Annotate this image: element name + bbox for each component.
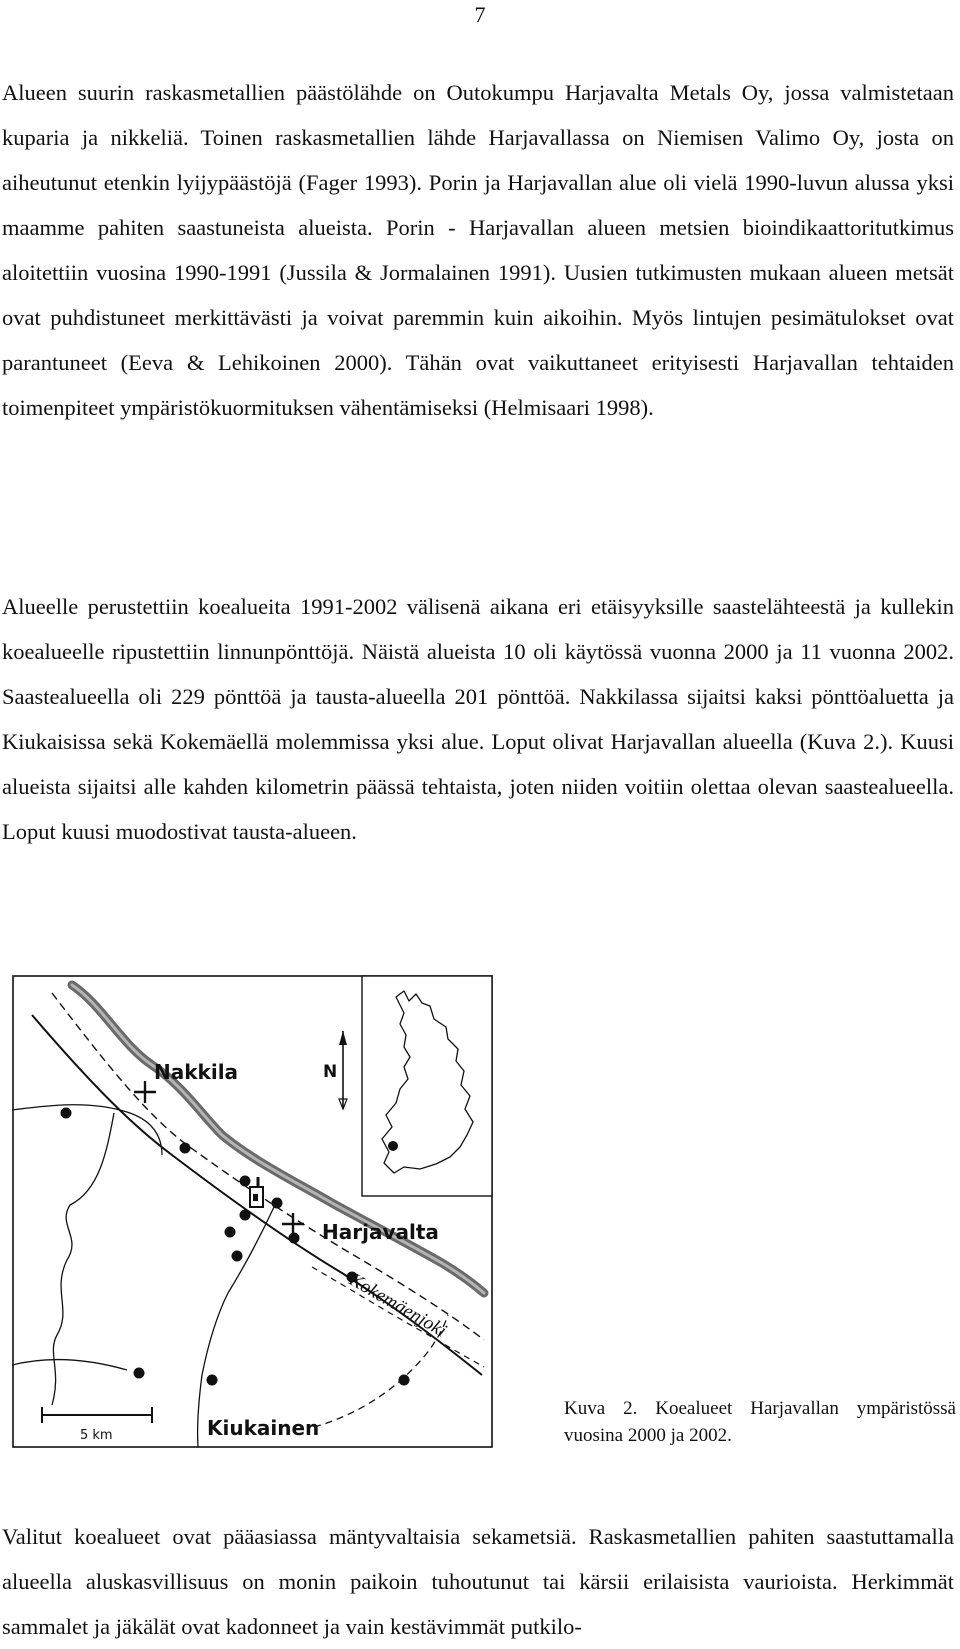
study-site-dot bbox=[134, 1368, 145, 1379]
paragraph: Alueelle perustettiin koealueita 1991-2002 välisenä aikana eri etäisyyksille saastelähteestä ja kullekin koealueelle ripustettiin linnunpönttöjä. Näistä alueista 10 oli käytössä vuonna 2000 ja 11 vuonna 2002. Saastealueella oli 229 pönttöä ja tausta-alueella 201 pönttöä. Nakkilassa sijaitsi kaksi pönttöaluetta ja Kiukaisissa sekä Kokemäellä molemmissa yksi alue. Loput olivat Harjavallan alueella (Kuva 2.). Kuusi alueista sijaitsi alle kahden kilometrin päässä tehtaista, joten niiden voitiin olettaa olevan saastealueella. Loput kuusi muodostivat tausta-alueen. bbox=[2, 594, 954, 844]
study-site-dot bbox=[240, 1210, 251, 1221]
study-site-dot bbox=[272, 1198, 283, 1209]
study-site-dot bbox=[289, 1233, 300, 1244]
study-area-map bbox=[12, 975, 494, 1449]
page-number: 7 bbox=[474, 2, 486, 27]
study-site-dot bbox=[240, 1176, 251, 1187]
finland-inset bbox=[362, 976, 492, 1196]
study-site-dot bbox=[225, 1227, 236, 1238]
north-label: N bbox=[323, 1062, 338, 1082]
paragraph: Alueen suurin raskasmetallien päästölähde on Outokumpu Harjavalta Metals Oy, jossa valmistetaan kuparia ja nikkeliä. Toinen raskasmetallien lähde Harjavallassa on Niemisen Valimo Oy, josta on aiheutunut etenkin lyijypäästöjä (Fager 1993). Porin ja Harjavallan alue oli vielä 1990-luvun alussa yksi maamme pahiten saastuneista alueista. Porin - Harjavallan alueen metsien bioindikaattoritutkimus aloitettiin vuosina 1990-1991 (Jussila & Jormalainen 1991). Uusien tutkimusten mukaan alueen metsät ovat puhdistuneet merkittävästi ja voivat paremmin kuin aikoihin. Myös lintujen pesimätulokset ovat parantuneet (Eeva & Lehikoinen 2000). Tähän ovat vaikuttaneet erityisesti Harjavallan tehtaiden toimenpiteet ympäristökuormituksen vähentämiseksi (Helmisaari 1998). bbox=[2, 80, 954, 420]
nakkila-label: Nakkila bbox=[154, 1060, 239, 1084]
study-site-dot bbox=[61, 1108, 72, 1119]
study-site-dot bbox=[180, 1143, 191, 1154]
study-site-dot bbox=[232, 1251, 243, 1262]
location-marker bbox=[388, 1141, 398, 1151]
figure-caption: Kuva 2. Koealueet Harjavallan ympäristössä vuosina 2000 ja 2002. bbox=[564, 1398, 956, 1446]
study-site-dot bbox=[207, 1375, 218, 1386]
study-site-dot bbox=[399, 1375, 410, 1386]
kiukainen-label: Kiukainen bbox=[207, 1416, 320, 1440]
scale-label: 5 km bbox=[80, 1428, 113, 1443]
harjavalta-label: Harjavalta bbox=[322, 1220, 439, 1244]
river-label: Kokemäenjoki bbox=[345, 1269, 451, 1342]
paragraph: Valitut koealueet ovat pääasiassa mäntyvaltaisia sekametsiä. Raskasmetallien pahiten saastuttamalla alueella aluskasvillisuus on monin paikoin tuhoutunut tai kärsii erilaisista vaurioista. Herkimmät sammalet ja jäkälät ovat kadonneet ja vain kestävimmät putkilo- bbox=[2, 1524, 954, 1639]
